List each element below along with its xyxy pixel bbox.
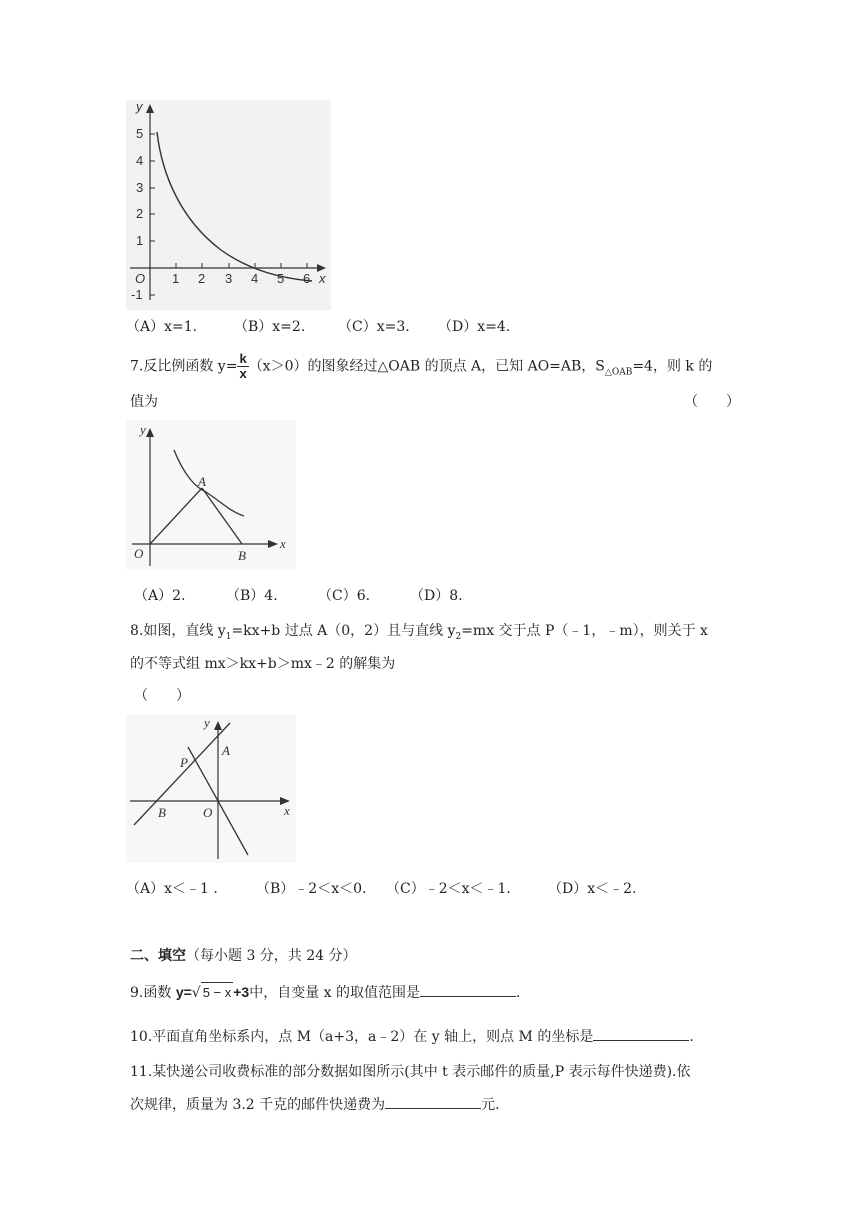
k-over-x-fraction [237,352,248,381]
fraction-numerator: k [239,351,247,366]
q7-stem-line1 [130,352,712,382]
q11-end: 元. [481,1097,500,1113]
origin-label: O [135,271,146,286]
section-2-heading [130,946,357,966]
q8-x-label: x [284,803,290,818]
q11-stem-line1: 11.某快递公司收费标准的部分数据如图所示(其中 t 表示邮件的质量,P 表示每件快递费).依 [130,1064,691,1080]
q9-prefix: 9.函数 [130,985,176,1001]
q8-y-label: y [204,715,210,730]
q8-text-c: =mx 交于点 P（﹣1，﹣m），则关于 x [461,623,708,639]
x-tick-2: 2 [198,271,206,286]
q8-stem-line1 [130,621,708,647]
q6-option-b: （B）x=2. [234,319,306,335]
section-2-title: 二、填空 [130,948,186,964]
x-tick-5: 5 [277,271,285,286]
q7-area-subscript: △OAB [604,367,633,378]
q8-text-b: =kx+b 过点 A（0，2）且与直线 y [231,623,456,639]
y-axis-label: y [136,100,143,114]
q8-sub-1: 1 [225,631,232,642]
x-axis-label: x [319,271,326,286]
q7-option-a: （A）2. [134,588,186,604]
y-tick-neg1: -1 [131,287,143,302]
q8-sub-2: 2 [455,631,462,642]
x-tick-6: 6 [303,271,311,286]
q7-x-label: x [280,536,286,551]
fraction-denominator: x [239,366,247,381]
q10-answer-blank[interactable] [593,1026,689,1041]
q7-origin-label: O [134,546,144,561]
q7-y-label: y [140,422,146,437]
q8-graph [126,715,296,863]
q7-answer-paren: （ ） [684,394,740,410]
q6-option-c: （C）x=3. [338,319,410,335]
q11-text: 次规律，质量为 3.2 千克的邮件快递费为 [130,1097,386,1113]
section-2-note: （每小题 3 分，共 24 分） [186,948,357,964]
q11-answer-blank[interactable] [385,1094,481,1109]
y-tick-1: 1 [136,233,144,248]
q7-prefix: 7.反比例函数 y= [130,358,238,375]
y-tick-3: 3 [136,180,144,195]
q9-plus-three: +3 [233,984,250,1000]
q9-stem: 9.函数 y=√ 5 − x +3中，自变量 x 的取值范围是 . [130,984,521,1001]
q6-option-d: （D）x=4. [438,319,511,335]
q8-option-a: （A）x＜﹣1 . [126,881,218,897]
q8-option-b: （B）﹣2＜x＜0. [256,881,367,897]
q7-option-b: （B）4. [226,588,278,604]
q6-graph [126,100,331,310]
q8-option-d: （D）x＜﹣2. [548,881,637,897]
q7-graph [126,420,296,570]
q10-stem [130,1026,694,1047]
q8-point-p-label: P [180,755,188,770]
point-a-label: A [198,474,206,489]
y-tick-2: 2 [136,206,144,221]
q8-stem-line2: 的不等式组 mx＞kx+b＞mx﹣2 的解集为 [130,656,396,672]
q6-option-a: （A）x=1. [126,319,198,335]
q9-y-equals: y= [175,984,192,1000]
q11-stem-line2 [130,1094,500,1115]
q8-point-b-label: B [158,805,166,820]
point-b-label: B [238,548,246,563]
x-tick-1: 1 [172,271,180,286]
q8-answer-paren: （ ） [134,688,190,704]
y-tick-5: 5 [136,126,144,141]
q9-answer-blank[interactable] [420,982,516,997]
q9-end: . [516,985,521,1001]
q8-origin-label: O [203,805,213,820]
q7-suffix: =4，则 k 的 [632,358,713,375]
q8-option-c: （C）﹣2＜x＜﹣1. [386,881,511,897]
q9-radicand: 5 − x [201,982,234,1003]
q7-middle: （x＞0）的图象经过△OAB 的顶点 A，已知 AO=AB，S [248,358,605,375]
q10-end: . [689,1029,694,1045]
q7-stem-line2: 值为 [130,394,158,410]
q9-suffix: 中，自变量 x 的取值范围是 [249,985,421,1001]
x-tick-4: 4 [251,271,259,286]
x-tick-3: 3 [225,271,233,286]
q8-point-a-label: A [222,743,230,758]
q10-text: 10.平面直角坐标系内，点 M（a+3，a﹣2）在 y 轴上，则点 M 的坐标是 [130,1029,594,1045]
q7-option-d: （D）8. [410,588,463,604]
q7-option-c: （C）6. [318,588,371,604]
y-tick-4: 4 [136,153,144,168]
q8-text-a: 8.如图，直线 y [130,623,226,639]
